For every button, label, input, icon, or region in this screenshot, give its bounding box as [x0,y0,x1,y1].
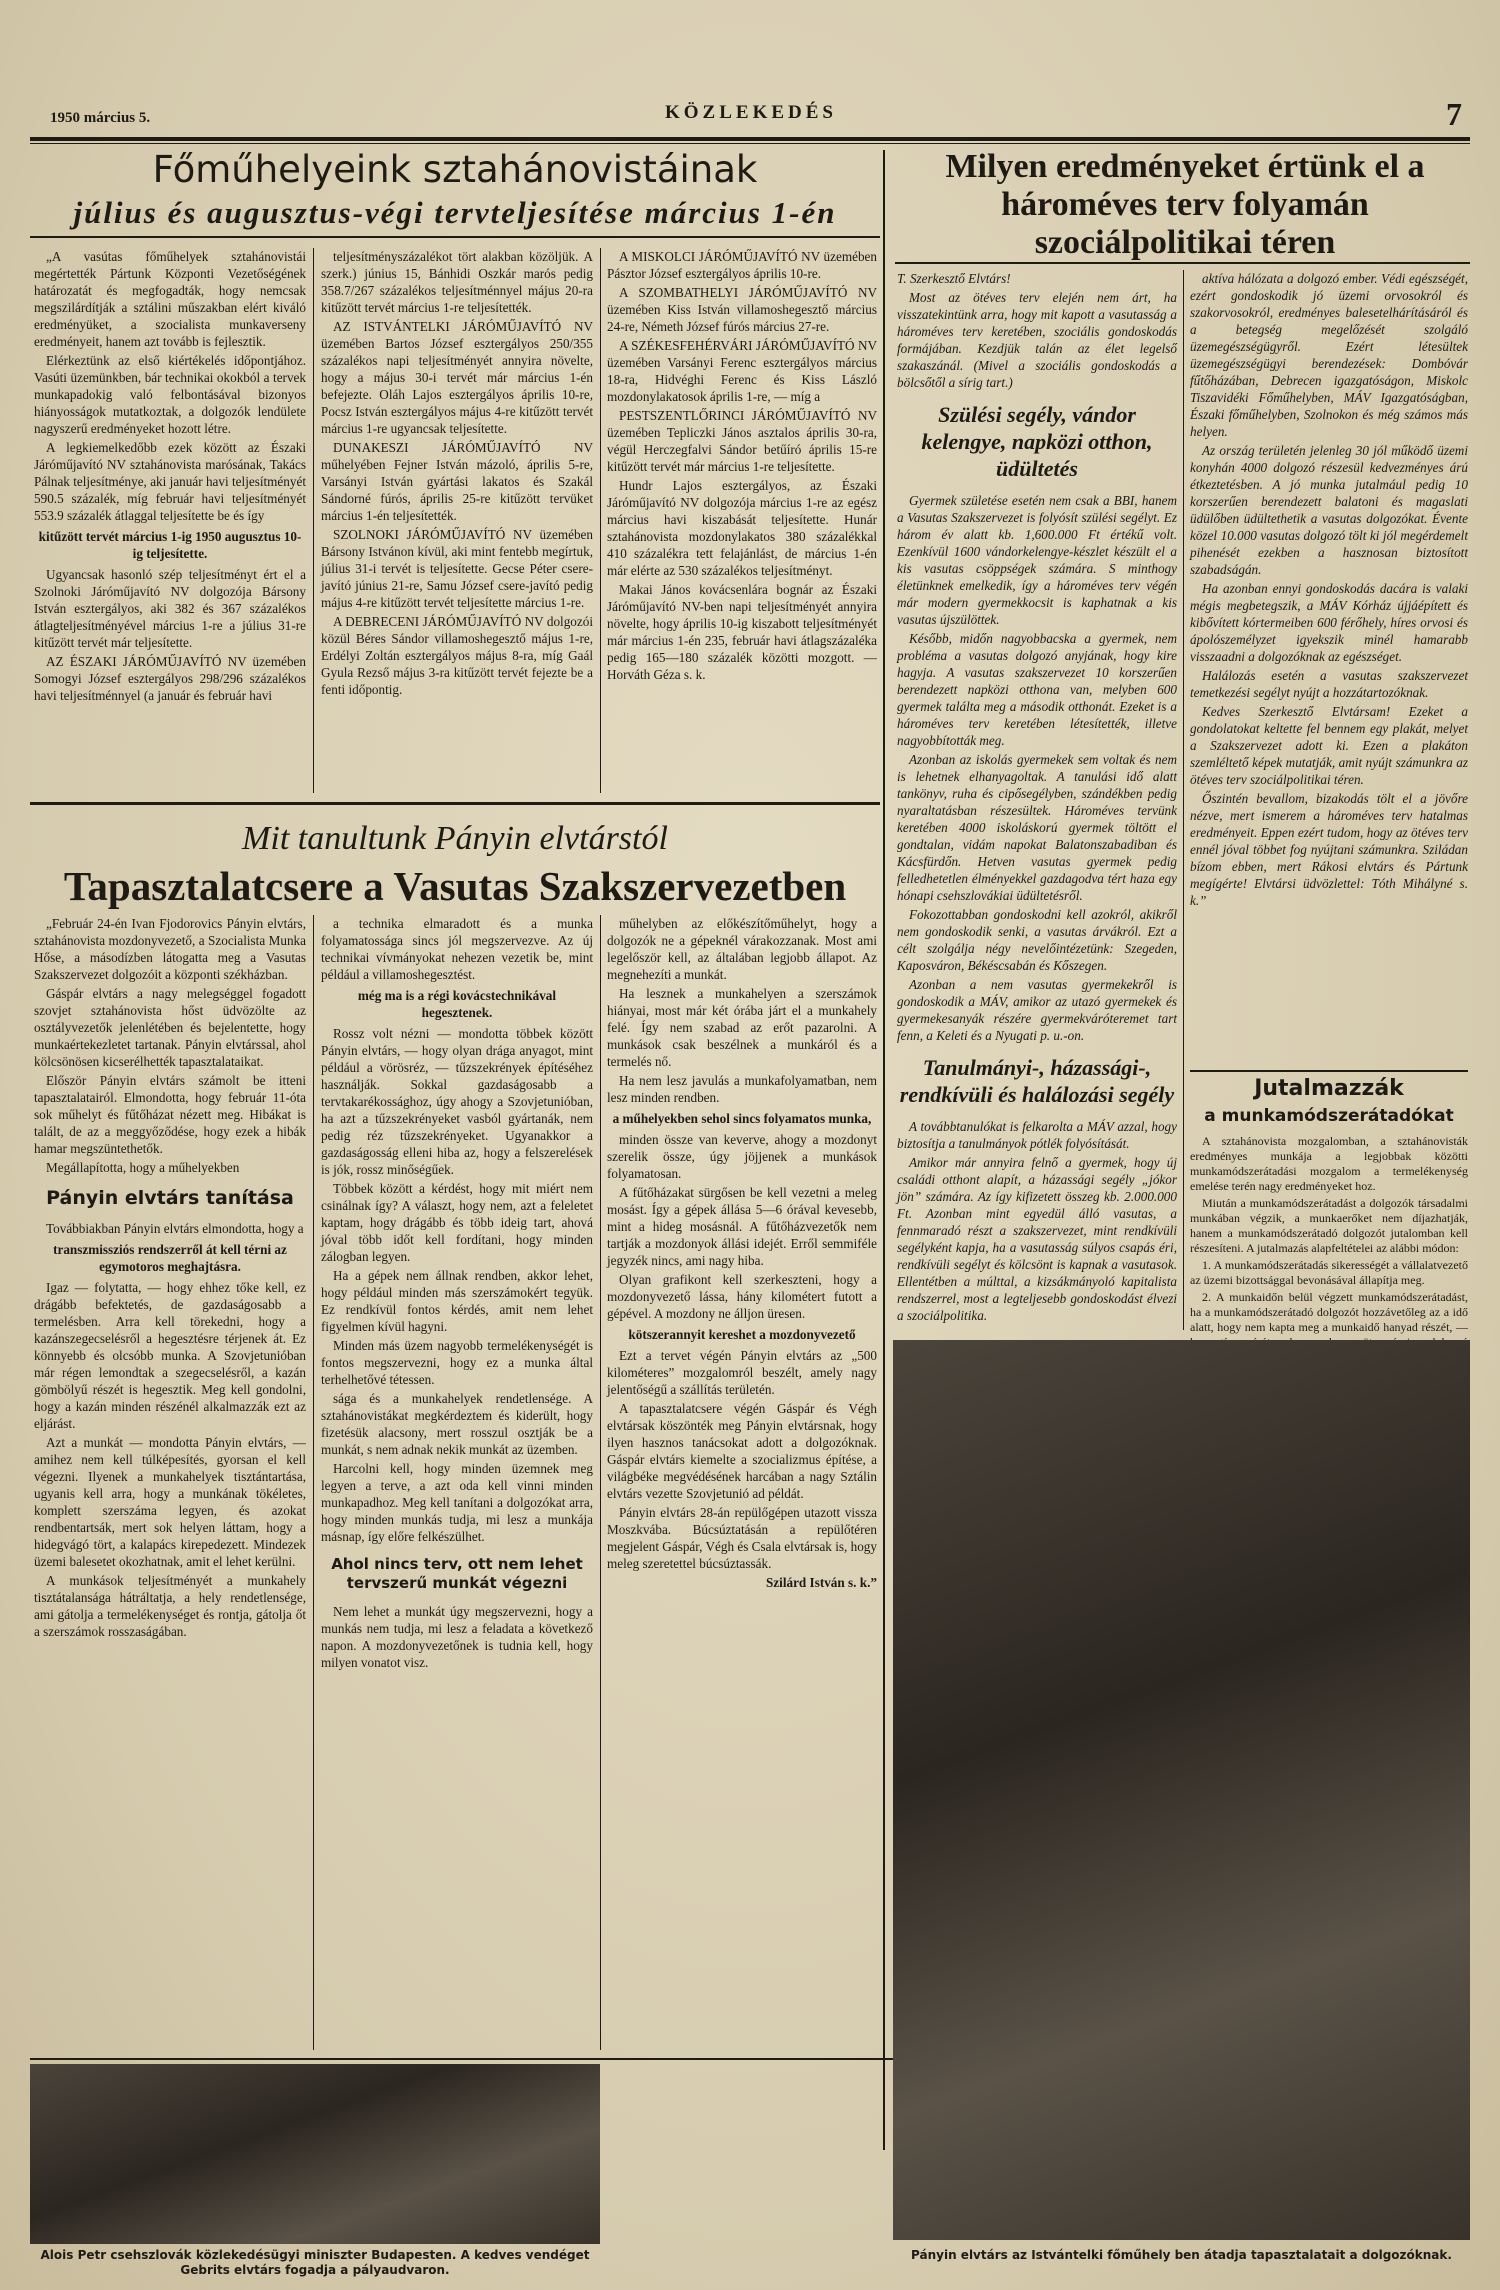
paragraph: Rossz volt nézni — mondotta többek között Pányin elvtárs, — hogy olyan drága anyagot, mint például a vörösréz, — tűzszekrények építéséhez használják. Sokkal gazdaságosabb a tervtakarékossághoz, úgy ahogy a Szovjetunióban, ha azt a tűzszekrényeket vasból gyártanák, nem pedig réz tűzszekrényeket. Ugyanakkor a gazdaságosság elleni hiba az, hogy a felszerelések is jók, rossz minőségűek. [321,1026,593,1177]
paragraph: minden össze van keverve, ahogy a mozdonyt szerelik össze, úgy jöjjenek a munkások folyamatosan. [607,1132,877,1181]
article2-col2 [321,915,593,2050]
paragraph: Később, midőn nagyobbacska a gyermek, nem probléma a vasutas dolgozó anyjának, hogy kire hagyja. A vasutas szakszervezet 10 korszerűen berendezett napközi otthona van, melyben 600 gyermek találta meg a második otthonát. Ezeket is a hároméves terv keretében létesítették, illetve nagyobbították meg. [897,631,1177,748]
header-rule [30,137,1470,141]
paragraph: Harcolni kell, hogy minden üzemnek meg legyen a terve, a azt oda kell vinni minden munkapadhoz. Meg kell tanítani a dolgozókat arra, hogy minden munkás tudja, mi lesz a munkája másnap, így előre felkészülhet. [321,1461,593,1544]
paragraph: DUNAKESZI JÁRÓMŰJAVÍTÓ NV műhelyében Fejner István mázoló, április 5-re, Varsányi István gyártási lakatos és Szakál Sándorné fúrós, április 25-re kitűzött tervüket március 1-én teljesítették. [321,440,593,523]
article3-title-rule [895,262,1470,264]
paragraph: „A vasútas főműhelyek sztahánovistái megértették Pártunk Központi Vezetőségének határozatát és megfogadták, hogy nemcsak megszilárdítják a sztálini műszakban elért kiváló eredményüket, a szocialista munkaverseny eredményeit, hanem azt tovább is fejlesztik. [34,249,306,349]
column-divider [883,150,885,2150]
author-signature: Szilárd István s. k.” [765,1575,877,1590]
column-divider [600,915,601,2050]
photo2-caption: Pányin elvtárs az Istvántelki főműhely ben átadja tapasztalatait a dolgozóknak. [911,2248,1452,2262]
paragraph: teljesítményszázalékot tört alakban közöljük. A szerk.) június 15, Bánhidi Oszkár marós pedig 358.7/267 százalékos teljesítménnyel május 20-ra kitűzött tervét március 1-re teljesítették. [321,249,593,315]
article1-subtitle: július és augusztus-végi tervteljesítése március 1-én [73,195,837,230]
paragraph: Igaz — folytatta, — hogy ehhez tőke kell, ez drágább befektetés, de gazdaságosabb a termelésben. Arra kell törekedni, hogy a kazánszegecselésről a hegesztésre térjenek át. Ez könnyebb és olcsóbb munka. A Szovjetunióban már régen lemondtak a szegecselésről, a kazán gömbölyű részét is hegesztik. Meg kell gondolni, hogy a kazán minden részénél alkalmazzák ezt az eljárást. [34,1280,306,1431]
article2-col3 [607,915,877,2050]
paragraph: A legkiemelkedőbb ezek között az Északi Járóműjavító NV sztahánovista marósának, Takács Pálnak teljesítménye, aki január havi teljesítményét 590.5 százalék, míg február havi teljesítményét 553.9 százalék átlaggal teljesítette be és így [34,440,306,523]
page-number: 7 [1446,96,1462,132]
paragraph: Először Pányin elvtárs számolt be itteni tapasztalatairól. Elmondotta, hogy február 11-óta sok műhelyt és fűtőházat nézett meg. Hibákat is talált, de az a meggyőződése, hogy ezek a hibák hamar megszüntethetők. [34,1073,306,1156]
article3-col2 [1190,270,1468,1065]
paragraph: Megállapította, hogy a műhelyekben [46,1160,240,1175]
paragraph: A MISKOLCI JÁRÓMŰJAVÍTÓ NV üzemében Pásztor József esztergályos április 10-re. [607,249,877,281]
subhead-tanitas: Pányin elvtárs tanítása [46,1187,294,1209]
paragraph: AZ ÉSZAKI JÁRÓMŰJAVÍTÓ NV üzemében Somogyi József esztergályos 298/296 százalékos havi teljesítménnyel (a január és február havi [34,654,306,703]
photo1-caption: Alois Petr csehszlovák közlekedésügyi miniszter Budapesten. A kedves vendéget Gebrits elvtárs fogadja a pályaudvaron. [40,2248,590,2277]
page-header [30,96,1470,136]
paragraph: Hundr Lajos esztergályos, az Északi Járóműjavító NV dolgozója március 1-re az egész március havi kiszabását teljesítette. Hunár sztahánovista mozdonylakatos 380 százalékkal 410 százalékra tett felajánlást, de március 1-én már elérte az 530 százalékos teljesítményt. [607,478,877,578]
paragraph: A fűtőházakat sürgősen be kell vezetni a meleg mosást. Így a gépek állása 5—6 órával kevesebb, mint a hideg mosásnál. A fűtőházvezetők nem tartják a mozdonyok állási idejét. Erről semmiféle jegyzék nincs, ami nagy hiba. [607,1185,877,1268]
paragraph: Ha lesznek a munkahelyen a szerszámok hiányai, most már két órába járt el a munkahely felé. Így nem szabad az erőt pazarolni. A munkások csak beszélnek a munkáról és a termelés nő. [607,986,877,1069]
paragraph: Azt a munkát — mondotta Pányin elvtárs, — amihez nem kell túlképesítés, gyorsan el kell végezni. Ilyenek a munkahelyek tisztántartása, ugyanis kell arra, hogy a munkának tökéletes, komplett szerszáma legyen, és azokat rendbentartsák, mert sok helyen láttam, hogy a hidegvágó tört, a kalapács kirepedezett. Mindezek üzemi balesetet okozhatnak, amit el lehet kerülni. [34,1435,306,1569]
article2-kicker: Mit tanultunk Pányin elvtárstól [242,820,668,857]
paragraph: a technika elmaradott és a munka folyamatossága sincs jól megszervezve. Az új technikai vívmányokat nehezen vezetik be, mint például a villamoshegesztést. [321,916,593,982]
paragraph: műhelyben az előkészítőműhelyt, hogy a dolgozók ne a gépeknél várakozzanak. Most ami legelőször kell, az általában legjobb állapot. Az megnehezíti a munkát. [607,916,877,982]
paragraph: Elérkeztünk az első kiértékelés időpontjához. Vasúti üzemünkben, bár technikai okokból a tervek munkapadokig való felbontásával bizonyos hiányosságok mutatkoztak, a dolgozók lendülete nagyszerű eredményeket hozott létre. [34,353,306,436]
paragraph: Miután a munkamódszerátadást a dolgozók társadalmi munkában végzik, a munkaerőket nem díjazhatják, hanem a munkamódszerátadó dolgozót jutalomban kell részesíteni. A jutalmazás alapfeltételei az alábbi módon: [1190,1196,1468,1255]
paragraph: PESTSZENTLŐRINCI JÁRÓMŰJAVÍTÓ NV üzemében Tepliczki János asztalos április 30-ra, végül Herczegfalvi Sándor betűíró április 15-re kitűzött tervét már március 1-re teljesítette. [607,408,877,474]
paragraph: Továbbiakban Pányin elvtárs elmondotta, hogy a [46,1221,304,1236]
paragraph: Amikor már annyira felnő a gyermek, hogy új családi otthont alapít, a házassági segély „jókor jön” számára. Az így kifizetett összeg kb. 2.000.000 Ft. Azonban mint egyedül álló vasutas, a fennmaradó részt a szakszervezet, mint rendkívüli segélyként kapja, ha a vasutasság súlyos csapás éri, rendkívüli segélyt és kölcsönt is kapnak a vasutasok. Ellentétben a múlttal, a kizsákmányoló kapitalista rendszerrel, most a legteljesebb gondoskodást élvezi a szociálpolitika. [897,1155,1177,1323]
paragraph: Halálozás esetén a vasutas szakszervezet temetkezési segélyt nyújt a hozzátartozóknak. [1190,668,1468,700]
jutalmazas-body [1190,1134,1468,1334]
column-divider [600,248,601,793]
paragraph: AZ ISTVÁNTELKI JÁRÓMŰJAVÍTÓ NV üzemében Bartos József esztergályos 250/355 százalékos napi teljesítményét annyira növelte, hogy a május 30-i tervét már március 1-én befejezte. Oláh Lajos esztergályos április 10-re, Pocsz István esztergályos május 4-re kitűzött tervét március 1-re ugyancsak teljesítette. [321,319,593,436]
paragraph: Többek között a kérdést, hogy mit miért nem csinálnak így? A választ, hogy nem, azt a feleletet kaptam, hogy drágább és több ideig tart, ahová jóval több időt kell fordítani, hogy minden zálogban legyen. [321,1181,593,1264]
subhead-mukodes: a műhelyekben sehol sincs folyamatos munka, [612,1111,872,1126]
paragraph: A sztahánovista mozgalomban, a sztahánovisták eredményes munkája a legjobbak közötti munkamódszerátadási mozgalom a termelékenység emelése terén nagy eredményeket hoz. [1190,1134,1468,1193]
paragraph: Pányin elvtárs 28-án repülőgépen utazott vissza Moszkvába. Búcsúztatásán a repülőtéren megjelent Gáspár, Végh és Csala elvtársak is, hogy meleg szeretettel búcsúztassák. [607,1505,877,1571]
paragraph: „Február 24-én Ivan Fjodorovics Pányin elvtárs, sztahánovista mozdonyvezető, a Szocialista Munka Hőse, a másodízben látogatta meg a Vasutas Szakszervezet dolgozóit a központi székházban. [34,916,306,982]
paragraph: sága és a munkahelyek rendetlensége. A sztahánovistákat megkérdeztem és kiderült, hogy fizetésük alacsony, mert rosszul osztják be a munkát, s nem adnak nekik munkát az üzemben. [321,1391,593,1457]
paragraph: Ugyancsak hasonló szép teljesítményt ért el a Szolnoki Járóműjavító NV dolgozója Bársony István esztergályos, aki 382 és 367 százalékos átlagteljesítményével március 1-re a július 31-re kitűzött tervét már teljesítette. [34,567,306,650]
paragraph: A SZÉKESFEHÉRVÁRI JÁRÓMŰJAVÍTÓ NV üzemében Varsányi Ferenc esztergályos március 18-ra, Hidvéghi Ferenc és Kiss László mozdonylakatosok április 1-re, — míg a [607,338,877,404]
article2-title: Tapasztalatcsere a Vasutas Szakszervezetben [63,863,847,909]
article2-col1 [34,915,306,2050]
photo-minister-arrival [30,2064,600,2244]
paragraph: Ha nem lesz javulás a munkafolyamatban, nem lesz minden rendben. [607,1073,877,1105]
subhead-kovacs: még ma is a régi kovácstechnikával hegesztenek. [357,988,557,1020]
photo-panyin-workshop-right [893,1340,1470,2240]
paragraph: Nem lehet a munkát úgy megszervezni, hogy a munkás nem tudja, mi lesz a feladata a következő napon. A mozdonyvezetőnek is tudnia kell, hogy milyen vonatot visz. [321,1604,593,1670]
jutalmazas-subtitle: a munkamódszerátadókat [1204,1106,1454,1126]
paragraph: Minden más üzem nagyobb termelékenységét is fontos megszervezni, hogy ez a munka által terhelhetővé tétessen. [321,1338,593,1387]
highlight-paragraph: kitűzött tervét március 1-ig 1950 augusztus 10-ig teljesítette. [38,529,302,561]
paragraph: Ha a gépek nem állnak rendben, akkor lehet, hogy például minden más szerszámokért tegyük. Ez rendkívül fontos kérdés, amit nem lehet figyelmen kívül hagyni. [321,1268,593,1334]
newspaper-name: KÖZLEKEDÉS [665,102,837,123]
paragraph: Fokozottabban gondoskodni kell azokról, akikről nem gondoskodik senki, a vasutas árvákról. Ezt a célt szolgálja négy nevelőintézetünk: Szegeden, Kaposváron, Békéscsabán és Kőszegen. [897,907,1177,973]
paragraph: Az ország területén jelenleg 30 jól működő üzemi konyhán 4000 dolgozó részesül kedvezményes árú étkeztetésben. A jó munka jutalmául pedig 10 korszerűen berendezett balatoni és magaslati üdülőben üdültethetik a vasutas dolgozókat. Évente közel 10.000 vasutas dolgozó tölt ki jól megérdemelt pihenését ezekben a hasznosan biztosított szabadságán. [1190,443,1468,577]
paragraph: Őszintén bevallom, bizakodás tölt el a jövőre nézve, mert ismerem a hároméves terv hatalmas eredményeit. Eppen ezért tudom, hogy az ötéves terv ennél jóval többet fog nyújtani számunkra. Sziládan bízom ebben, mert Rákosi elvtárs és Pártunk megígérte! Elvtársi üdvözlettel: Tóth Mihályné s. k.” [1190,791,1468,908]
paragraph: A továbbtanulókat is felkarolta a MÁV azzal, hogy biztosítja a tanulmányok pótlék folyósítását. [897,1119,1177,1151]
paragraph: A DEBRECENI JÁRÓMŰJAVÍTÓ NV dolgozói közül Béres Sándor villamoshegesztő május 1-re, Erdélyi Zoltán esztergályos május 8-ra, míg Gaál Gyula Rezső május 3-ra kitűzött tervét fejezte be a fenti időpontig. [321,614,593,697]
paragraph: Makai János kovácsenlára bognár az Északi Járóműjavító NV-ben napi teljesítményét annyira növelte, hogy április 10-ig kiszabott teljesítményét már március 1-én 235, február havi átlagszázaléka pedig 165—180 százalék közötti mozgott. — Horváth Géza s. k. [607,582,877,682]
paragraph: Azonban a nem vasutas gyermekekről is gondoskodik a MÁV, amikor az utazó gyermekek és gyermekesanyák részére gyermekváróteremet tart fenn, a Keleti és a Nyugati p. u.-on. [897,977,1177,1043]
article1-col1 [34,248,306,793]
article-separator [30,802,880,805]
issue-date: 1950 március 5. [50,110,151,126]
paragraph: A munkások teljesítményét a munkahely tisztátalansága hátráltatja, a hely rendetlensége, ami gátolja a termelékenységet és rontja, gátolja őt a szerszámok rosszaságában. [34,1573,306,1639]
paragraph: Kedves Szerkesztő Elvtársam! Ezeket a gondolatokat keltette fel bennem egy plakát, melyet a Szakszervezet adott ki. Ezen a plakáton szemléltető képek mutatják, amit nyújt számunkra az ötéves terv szociálpolitikai téren. [1190,704,1468,787]
salutation: T. Szerkesztő Elvtárs! [897,271,1011,286]
paragraph: 2. A munkaidőn belül végzett munkamódszerátadást, ha a munkamódszerátadó dolgozót hozzávetőleg az a idő alatt, hogy nem kapta meg a munkaidő hanyad részét, — [1190,1290,1468,1334]
column-divider [1183,270,1184,1330]
paragraph: 1. A munkamódszerátadás sikerességét a vállalatvezető az üzemi bizottsággal bevonásával állapítja meg. [1190,1258,1468,1287]
box-rule [1190,1070,1468,1072]
article1-subtitle-rule [30,236,880,238]
article1-title: Főműhelyeink sztahánovistáinak [152,148,758,191]
header-rule-thin [30,143,1470,144]
column-divider [313,915,314,2050]
paragraph: aktíva hálózata a dolgozó ember. Védi egészségét, ezért gondoskodik jó üzemi orvosokról és szakorvosokról, eredményes balesetelhárításáról és a betegség megelőzését szolgáló üzemegészségügyről. Ezért létesültek üzemegészségügyi berendezések: Dombóvár fűtőházában, Debrecen igazgatóságon, Miskolc Tiszavidéki Főműhelyben, MÁV Igazgatóságban, Északi főműhelyben, Szolnokon és még számos más helyen. [1190,271,1468,439]
article3-col1 [897,270,1177,1325]
paragraph: A SZOMBATHELYI JÁRÓMŰJAVÍTÓ NV üzemében Kiss István villamoshegesztő március 24-re, Németh József fúrós március 27-re. [607,285,877,334]
paragraph: Azonban az iskolás gyermekek sem voltak és nem is lehetnek elhanyagoltak. A tanulási idő alatt tankönyv, ruha és cipősegélyben, szándékben pedig nyaraltatásban részesültek. Hároméves tervünk keretében 4000 iskoláskorú gyermek töltött el gondtalan, vidám napokat Balatonszabadiban és Kácsfürdőn. Hetven vasutas gyermek pedig felledhetetlen élményekkel gazdagodva tért haza egy hónapi csehszlovákiai üdültetésről. [897,752,1177,903]
article3-title: Milyen eredményeket értünk el a hároméves terv folyamán szociálpolitikai téren [945,148,1425,261]
subhead-tanulmanyi: Tanulmányi-, házassági-, rendkívüli és halálozási segély [899,1055,1175,1107]
article1-col2 [321,248,593,793]
subhead-nincs-terv: Ahol nincs terv, ott nem lehet tervszerű munkát végezni [331,1555,583,1592]
paragraph: Ha azonban ennyi gondoskodás dacára is valaki mégis megbetegszik, a MÁV Kórház újjáépített és kibővített kórtermeiben 600 férőhely, híres orvosi és ápolószemélyzet igyekszik minél hamarabb visszaadni a dolgozóknak az egészséget. [1190,581,1468,664]
paragraph: Gyermek születése esetén nem csak a BBI, hanem a Vasutas Szakszervezet is folyósít szülési segélyt. Ez három év alatt kb. 1,600.000 Ft értékű volt. Ezenkívül 1600 vándorkelengye-készlet készült el a kis vasutas csöppségek számára. S minthogy életünknek emelkedik, így a hároméves terv végén már modern gyermekkocsit is kaphatnak a kis vasutas újszülöttek. [897,493,1177,627]
subhead-szules: Szülési segély, vándor kelengye, napközi otthon, üdültetés [921,402,1153,481]
column-divider [313,248,314,793]
highlight-paragraph: transzmissziós rendszerről át kell térni az egymotoros meghajtásra. [53,1242,287,1274]
paragraph: A tapasztalatcsere végén Gáspár és Végh elvtársak köszönték meg Pányin elvtársnak, hogy ilyen hasznos tanácsokat adott a dolgozóknak. Gáspár elvtárs kiemelte a szocializmus építése, a világbéke megvédésének harcában a nagy Sztálin elvtárs vezette Szovjetunió ad példát. [607,1401,877,1501]
paragraph: Ezt a tervet végén Pányin elvtárs az „500 kilométeres” mozgalomról beszélt, amely nagy jelentőségű a szállítás területén. [607,1348,877,1397]
paragraph: SZOLNOKI JÁRÓMŰJAVÍTÓ NV üzemében Bársony Istvánon kívül, aki mint fentebb megírtuk, július 31-i tervét is teljesítette. Gecse Péter csere-javító június 21-re, Samu József csere-javító pedig május 4-re kitűzött tervét teljesítette március 1-re. [321,527,593,610]
paragraph: Most az ötéves terv elején nem árt, ha visszatekintünk arra, hogy mit kapott a vasutasság a hároméves terv keretében, szociális gondoskodás formájában. Kezdjük talán az élet legelső szakaszánál. (Mivel a szociális gondoskodás a bölcsőtől a sírig tart.) [897,290,1177,390]
article1-col3 [607,248,877,793]
paragraph: Olyan grafikont kell szerkeszteni, hogy a mozdonyvezető lássa, hány kilométert futott a gépével. A mozdony ne álljon üresen. [607,1272,877,1321]
jutalmazas-title: Jutalmazzák [1254,1076,1404,1101]
subhead-kotelezettseg: kötszerannyit kereshet a mozdonyvezető [628,1327,856,1342]
paragraph: Gáspár elvtárs a nagy melegséggel fogadott szovjet sztahánovista hőst üdvözölte az osztályvezetők jelenlétében és bejelentette, hogy munkaértekezletet tartanak. Pányin elvtárssal, ahol kölcsönösen kicserélhették tapasztalataikat. [34,986,306,1069]
